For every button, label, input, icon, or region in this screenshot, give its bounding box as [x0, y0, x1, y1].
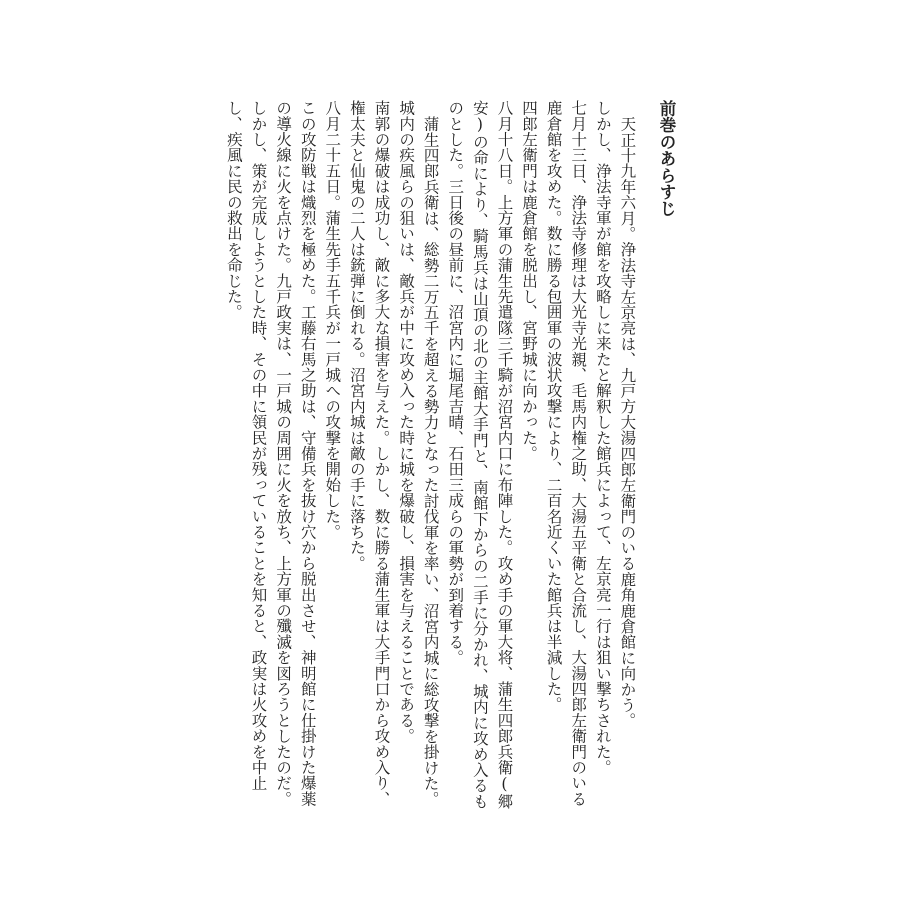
synopsis-heading: 前巻のあらすじ [657, 100, 676, 217]
synopsis-paragraph: 南郭の爆破は成功し、敵に多大な損害を与えた。しかし、数に勝る蒲生軍は大手門口から攻め入り、権太夫と仙鬼の二人は銃弾に倒れる。沼宮内城は敵の手に落ちた。 [347, 100, 391, 807]
synopsis-paragraph: 四郎左衛門は鹿倉館を脱出し、宮野城に向かった。 [520, 100, 539, 462]
synopsis-paragraph: 天正十九年六月。浄法寺左京亮は、九戸方大湯四郎左衛門のいる鹿角鹿倉館に向かう。 [618, 115, 637, 728]
synopsis-paragraph: 八月十八日。上方軍の蒲生先遣隊三千騎が沼宮内口に布陣した。攻め手の軍大将、蒲生四郎兵衛(郷安)の命により、騎馬兵は山頂の北の主館大手門と、南館下からの二手に分かれ、城内に攻め入るものとした。三日後の昼前に、沼宮内に堀尾吉晴、石田三成らの軍勢が到着する。 [446, 100, 514, 809]
synopsis-paragraph: 蒲生四郎兵衛は、総勢二万五千を超える勢力となった討伐軍を率い、沼宮内城に総攻撃を掛けた。城内の疾風らの狙いは、敵兵が中に攻め入った時に城を爆破し、損害を与えることである。 [397, 100, 440, 807]
synopsis-paragraph: しかし、策が完成しようとした時、その中に領民が残っていることを知ると、政実は火攻めを中止し、疾風に民の救出を命じた。 [224, 100, 268, 791]
synopsis-text-block [221, 100, 678, 820]
synopsis-paragraph: 八月二十五日。蒲生先手五千兵が一戸城への攻撃を開始した。 [323, 100, 342, 540]
synopsis-paragraph: 七月十三日、浄法寺修理は大光寺光親、毛馬内権之助、大湯五平衛と合流し、大湯四郎左衛門のいる鹿倉館を攻めた。数に勝る包囲軍の波状攻撃により、二百名近くいた館兵は半減した。 [544, 100, 588, 807]
synopsis-paragraph: しかし、浄法寺軍が館を攻略しに来たと解釈した館兵によって、左京亮一行は狙い撃ちされた。 [593, 100, 612, 776]
synopsis-paragraph: この攻防戦は熾烈を極めた。工藤右馬之助は、守備兵を抜け穴から脱出させ、神明館に仕掛けた爆薬の導火線に火を点けた。九戸政実は、一戸城の周囲に火を放ち、上方軍の殲滅を図ろうとしたのだ。 [274, 100, 317, 807]
